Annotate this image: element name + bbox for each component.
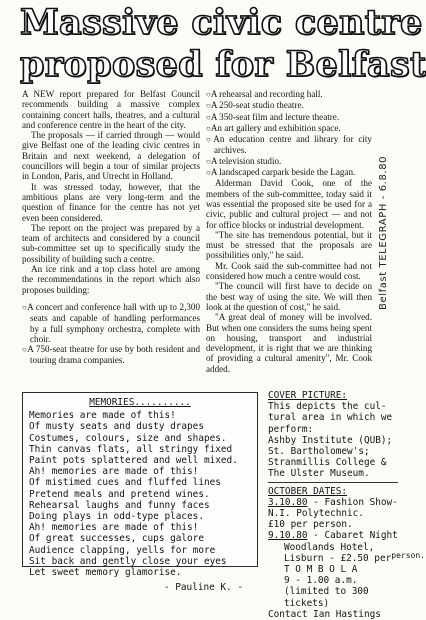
event-1-price: £10 per person. [268, 519, 353, 531]
contact-line: Contact Ian Hastings [268, 608, 381, 620]
poem-line: Let sweet memory glamorise. [29, 567, 182, 579]
poem-box [22, 392, 258, 594]
tombola-line: tickets) [284, 597, 330, 609]
poem-line: Of musty seats and dusty drapes [29, 421, 204, 433]
event-2-line [268, 530, 404, 541]
article-left-column [22, 89, 200, 366]
article-bullet: ○ A landscaped carpark beside the Lagan. [206, 167, 372, 178]
article-paragraph: A NEW report prepared for Belfast Council recommends building a massive complex containing concert halls, theatres, and a cultural and conference centre in the heart of the city. [22, 89, 200, 130]
poem-line: Memories are made of this! [29, 410, 176, 422]
poem-line: Of great successes, cups galore [29, 533, 204, 545]
cover-line: St. Bartholomew's; [268, 446, 370, 458]
poem-title: MEMORIES.......... [89, 397, 191, 408]
event-1-line [268, 497, 404, 508]
poem-line: Sit back and gently close your eyes [29, 555, 227, 567]
article-paragraph: Alderman David Cook, one of the members of the sub-committee, today said it was essential the proposed site be used for a civic, public and cultural project — and not for office blocks or industrial development. [206, 178, 372, 230]
poem-line: Of mistimed cues and fluffed lines [29, 477, 221, 489]
cover-line: Ashby Institute (QUB); [268, 434, 393, 446]
event-2-venue: Woodlands Hotel, [284, 541, 375, 553]
poem-line: Ah! memories are made of this! [29, 466, 199, 478]
cover-line: perform: [268, 423, 314, 435]
cover-line: Stranmillis College & [268, 457, 387, 469]
article-bullet: ○ A 350-seat film and lecture theatre. [206, 112, 372, 123]
event-2-title: - Cabaret Night [307, 530, 398, 542]
poem-line: Costumes, colours, size and shapes. [29, 432, 227, 444]
poem-line: Paint pots splattered and well mixed. [29, 455, 238, 467]
article-paragraph: The proposals — if carried through — would give Belfast one of the leading civic centres in Britain and next weekend, a delegation of councillors will begin a tour of similar projects in London, Paris, and Utrecht in Holland. [22, 130, 200, 182]
event-1-venue: N.I. Polytechnic. [268, 508, 364, 520]
article-bullet: ○ A rehearsal and recording hall. [206, 89, 372, 100]
article-bullet: ○ A 750-seat theatre for use by both resident and touring drama companies. [22, 344, 200, 366]
article-paragraph: An ice rink and a top class hotel are among the recommendations in the report which also proposes building: [22, 264, 200, 295]
article-right-column [206, 89, 372, 374]
event-1-date: 3.10.80 [268, 496, 308, 508]
event-1-title: - Fashion Show- [307, 496, 398, 508]
divider [268, 482, 398, 483]
handwritten-source-note: Belfast TELEGRAPH - 6.8.80 [378, 155, 389, 310]
article-bullet: ○ A concert and conference hall with up to 2,300 seats and capable of handling performances by a full symphony orchestra, complete with choir. [22, 302, 200, 344]
headline-line-2: proposed for Belfast [20, 44, 426, 85]
poem-line: Audience clapping, yells for more [29, 544, 216, 556]
article-paragraph: It was stressed today, however, that the ambitious plans are very long-term and the question of finance for the centre has not yet even been considered. [22, 181, 200, 223]
cover-line: tural area in which we [268, 412, 393, 424]
article-bullet: ○ A 250-seat studio theatre. [206, 100, 372, 111]
october-dates-heading: OCTOBER DATES: [268, 485, 348, 497]
event-2-date: 9.10.80 [268, 530, 308, 542]
poem-line: Rehearsal laughs and funny faces [29, 499, 210, 511]
headline-line-1: Massive civic centre [20, 2, 423, 43]
article-bullet: ○ A television studio. [206, 156, 372, 167]
headline [20, 2, 426, 88]
article-bullet: ○ An art gallery and exhibition space. [206, 123, 372, 134]
poem-author: - Pauline K. - [163, 582, 243, 594]
poem-line: Thin canvas flats, all stringy fixed [29, 443, 233, 455]
event-2-price-text: Lisburn - £2.50 per [284, 552, 392, 564]
cover-line: This depicts the cul- [268, 401, 387, 413]
cover-line: The Ulster Museum. [268, 468, 370, 480]
article-paragraph: "A great deal of money will be involved. But when one considers the sums being spent on housing, transport and industrial development, it is right that we are thinking of providing a cultural amenity", Mr. Cook added. [206, 312, 372, 374]
poem-line: Ah! memories are made of this! [29, 522, 199, 534]
tombola-line: (limited to 300 [284, 586, 369, 598]
article-bullet: ○ An education centre and library for city archives. [206, 134, 372, 156]
tombola-title: T O M B O L A [284, 564, 358, 576]
article-paragraph: "The site has tremendous potential, but it must be stressed that the proposals are possibilities only," he said. [206, 229, 372, 261]
tombola-line: 9 - 1.00 a.m. [284, 575, 358, 587]
article-paragraph: The report on the project was prepared by a team of architects and considered by a council sub-committee set up to specifically study the possibility of building such a centre. [22, 222, 200, 264]
typewritten-notes [268, 390, 425, 620]
event-2-person: person. [391, 550, 425, 560]
event-2-price [268, 550, 425, 564]
article-paragraph: "The council will first have to decide on the best way of using the site. We will then look at the question of cost," he said. [206, 281, 372, 312]
poem-line: Doing plays in odd-type places. [29, 511, 204, 523]
poem-line: Pretend meals and pretend wines. [29, 488, 210, 500]
article-paragraph: Mr. Cook said the sub-committee had not considered how much a centre would cost. [206, 260, 372, 282]
cover-picture-heading: COVER PICTURE: [268, 390, 348, 401]
